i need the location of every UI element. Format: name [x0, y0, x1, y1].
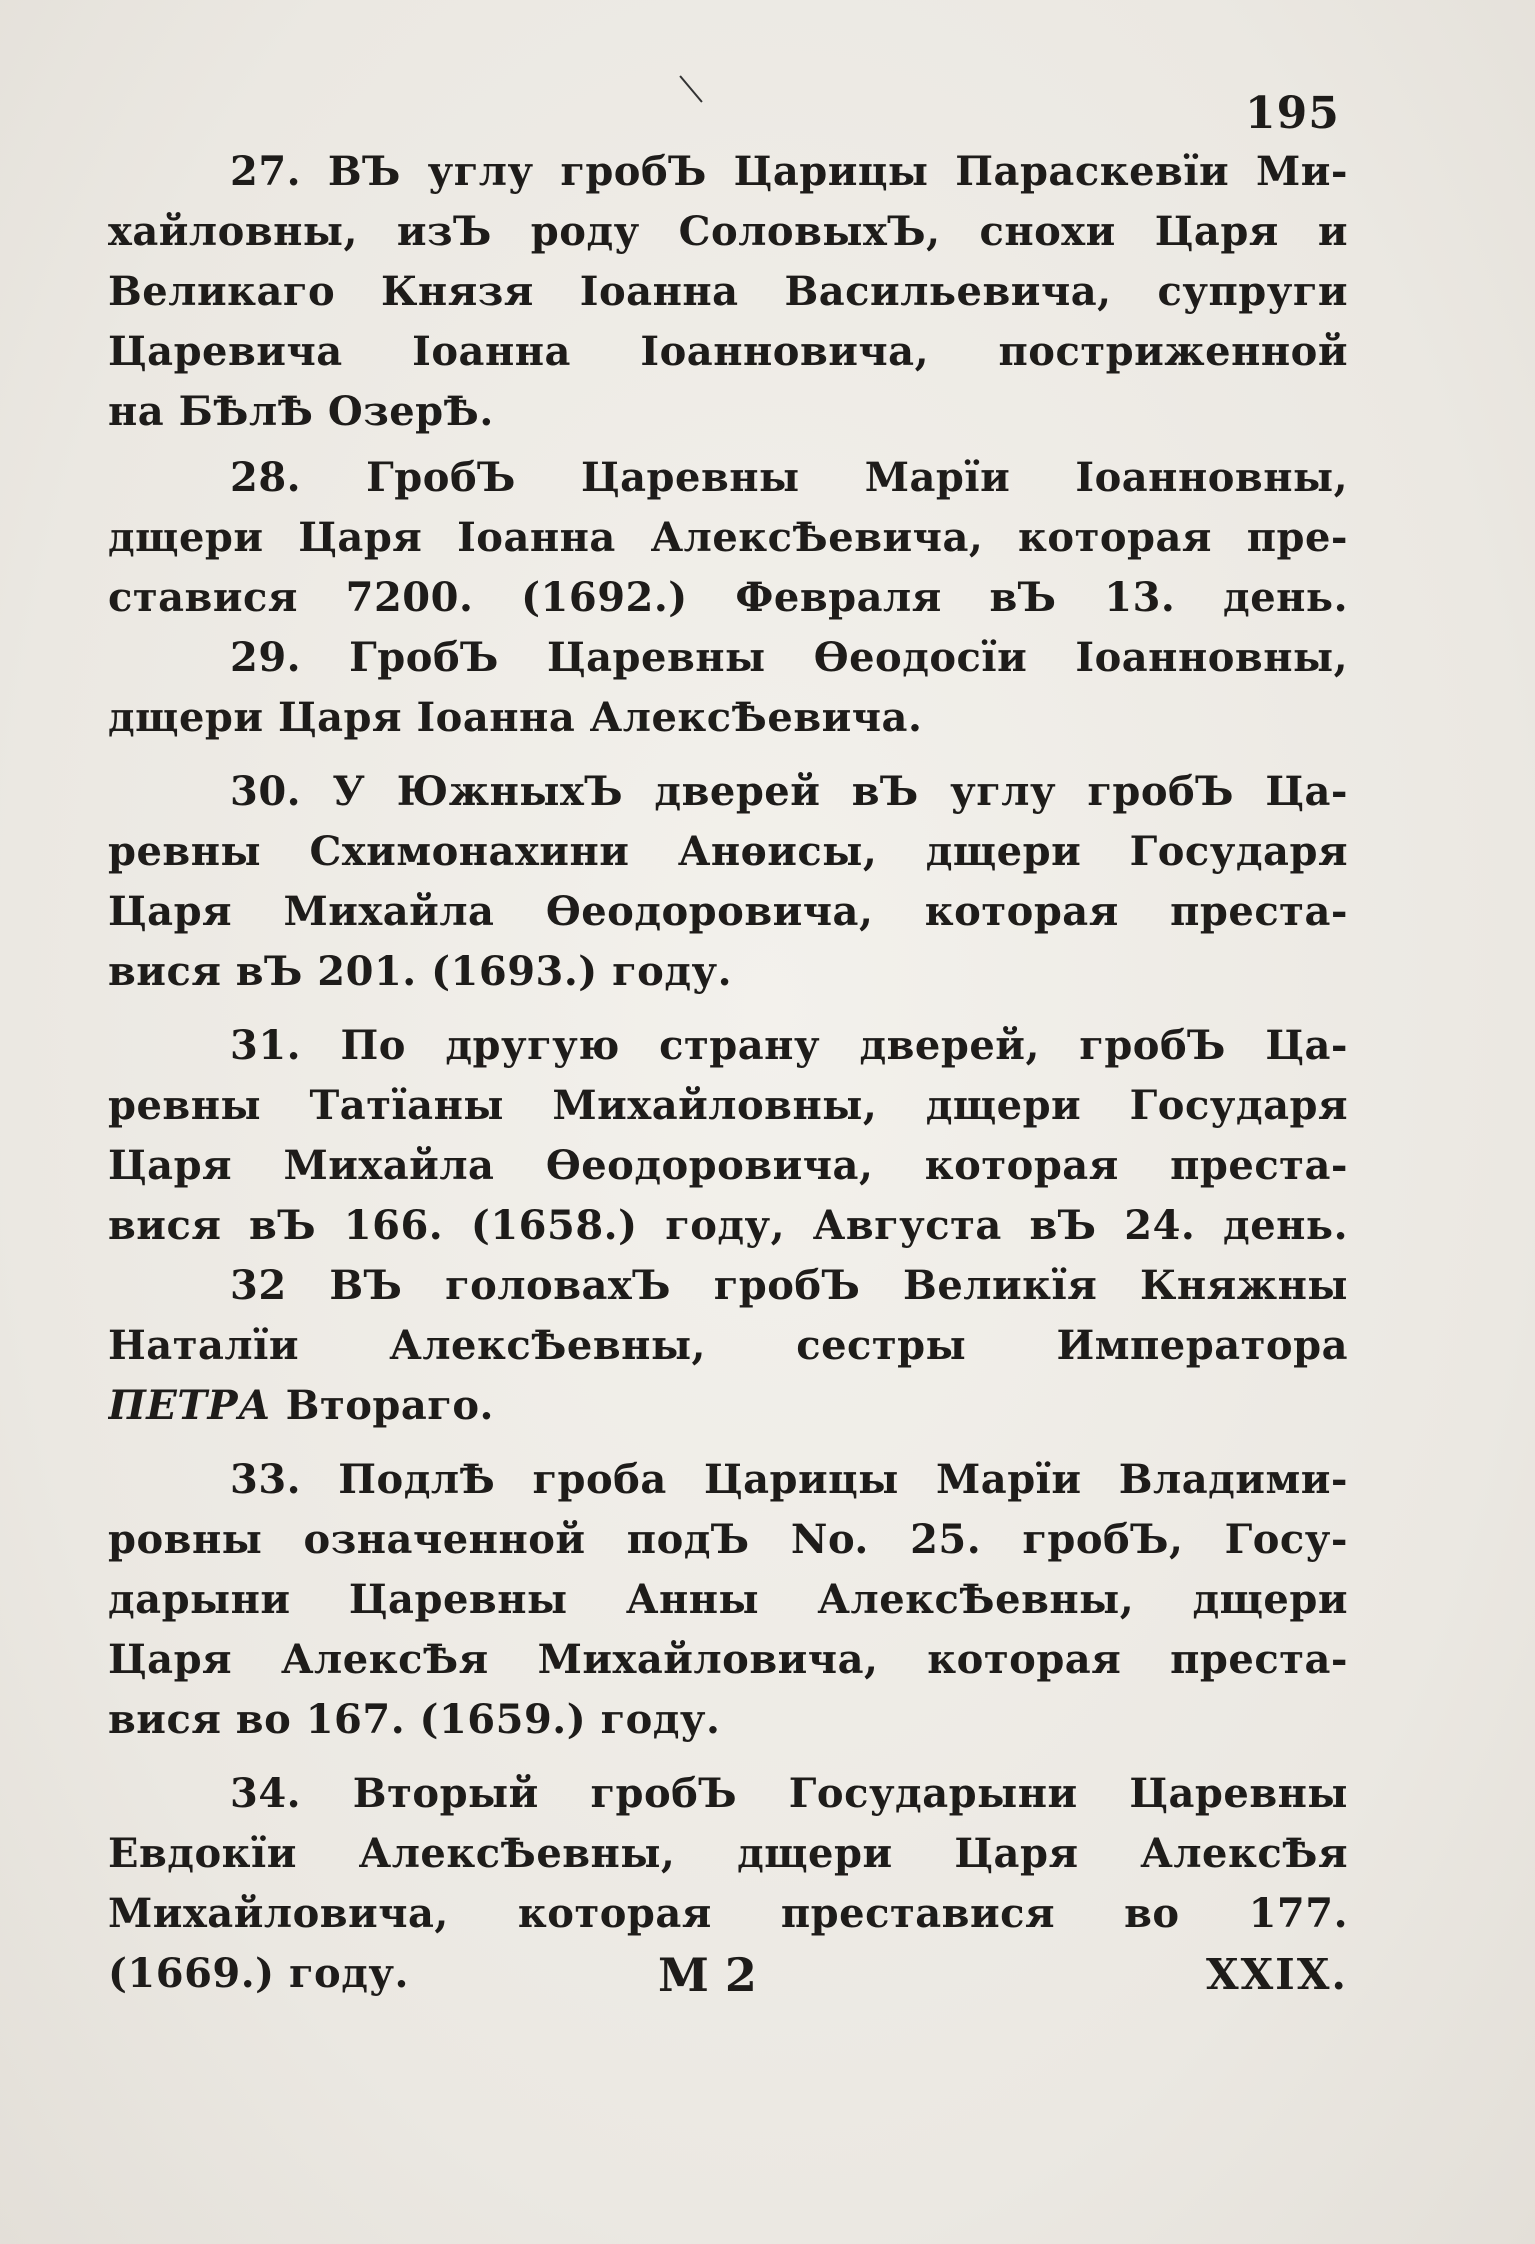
text-line: вися во 167. (1659.) году. — [108, 1696, 721, 1743]
text-line: Великаго Князя Іоанна Васильевича, супруги — [108, 268, 1348, 315]
text-line: дарыни Царевны Анны АлексѢевны, дщери — [108, 1576, 1348, 1623]
text-line: ревны Татїаны Михайловны, дщери Государя — [108, 1082, 1348, 1129]
text-line: Евдокїи АлексѢевны, дщери Царя АлексѢя — [108, 1830, 1348, 1877]
text-line: ревны Схимонахини Анѳисы, дщери Государя — [108, 828, 1348, 875]
ink-mark — [679, 75, 702, 102]
entry-29 — [108, 628, 1348, 748]
text-line: 27. ВЪ углу гробЪ Царицы Параскевїи Ми- — [230, 148, 1348, 195]
text-block — [108, 142, 1348, 2004]
text-line: Царя Михайла Ѳеодоровича, которая преста- — [108, 1142, 1348, 1189]
text-line: 33. ПодлѢ гроба Царицы Марїи Владими- — [230, 1456, 1348, 1503]
text-line: Царевича Іоанна Іоанновича, постриженной — [108, 328, 1348, 375]
emperor-name: ПЕТРА — [108, 1382, 272, 1429]
text-line — [108, 1376, 1348, 1436]
text-line: вися вЪ 201. (1693.) году. — [108, 948, 733, 995]
entry-28 — [108, 448, 1348, 628]
text-line: 29. ГробЪ Царевны Ѳеодосїи Іоанновны, — [230, 634, 1348, 681]
entry-27 — [108, 142, 1348, 442]
page-number: 195 — [1245, 88, 1340, 139]
catchword: XXIX. — [1206, 1950, 1349, 1999]
entry-32 — [108, 1256, 1348, 1436]
signature-mark: М 2 — [658, 1948, 757, 2002]
entry-31 — [108, 1016, 1348, 1256]
text-line: дщери Царя Іоанна АлексѢевича. — [108, 694, 923, 741]
text-line: (1669.) году. — [108, 1950, 409, 1997]
text-line: 34. Вторый гробЪ Государыни Царевны — [230, 1770, 1348, 1817]
text-fragment: Втораго. — [285, 1382, 494, 1429]
text-line: 31. По другую страну дверей, гробЪ Ца- — [230, 1022, 1348, 1069]
text-line: Наталїи АлексѢевны, сестры Императора — [108, 1322, 1348, 1369]
text-line: Царя АлексѢя Михайловича, которая преста- — [108, 1636, 1348, 1683]
text-line: Михайловича, которая преставися во 177. — [108, 1890, 1348, 1937]
text-line: 32 ВЪ головахЪ гробЪ Великїя Княжны — [230, 1262, 1348, 1309]
text-line: на БѢлѢ ОзерѢ. — [108, 388, 494, 435]
text-line: 30. У ЮжныхЪ дверей вЪ углу гробЪ Ца- — [230, 768, 1348, 815]
text-line: вися вЪ 166. (1658.) году, Августа вЪ 24. день. — [108, 1202, 1348, 1249]
entry-30 — [108, 762, 1348, 1002]
text-line: дщери Царя Іоанна АлексѢевича, которая пре- — [108, 514, 1348, 561]
text-line: ровны означенной подЪ No. 25. гробЪ, Госу- — [108, 1516, 1348, 1563]
text-line: хайловны, изЪ роду СоловыхЪ, снохи Царя и — [108, 208, 1348, 255]
entry-33 — [108, 1450, 1348, 1750]
text-line: 28. ГробЪ Царевны Марїи Іоанновны, — [230, 454, 1348, 501]
text-line: ставися 7200. (1692.) Февраля вЪ 13. день. — [108, 574, 1348, 621]
text-line: Царя Михайла Ѳеодоровича, которая преста- — [108, 888, 1348, 935]
